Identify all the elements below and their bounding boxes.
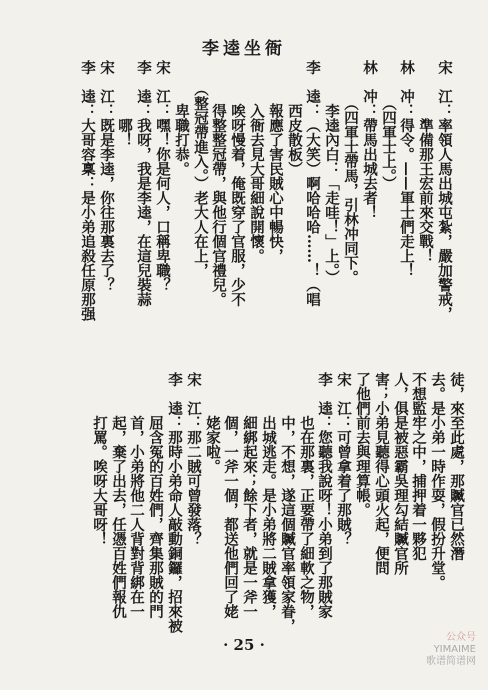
- text-column: 李逵內白：「走哇！」上。）: [323, 60, 340, 285]
- text-column: 首，小弟將他二人背對背綁在一: [128, 372, 145, 619]
- text-column: 個，一斧一個，都送他們回了姥: [222, 372, 239, 619]
- text-column: 也在那裏，正要帶了細軟之物，: [298, 372, 315, 619]
- text-column: 不想監牢之中，捕押着一夥犯: [410, 372, 427, 561]
- text-column: 李 逵：您聽我說呀！小弟到了那賊家: [316, 372, 333, 619]
- text-column: 入衙去見大哥細說開懷。: [248, 60, 265, 263]
- text-column: 李 逵：我呀，我是李逵，在這兒裝蒜: [135, 60, 152, 307]
- text-column: 中，不想，遂這個贓官率領家眷，: [279, 372, 296, 633]
- text-column: 得整整冠帶，與他行個官禮兒。: [210, 60, 227, 307]
- text-column: 屈含冤的百姓們，齊集那賊的門: [147, 372, 164, 619]
- page-number: · 25 ·: [223, 636, 265, 654]
- text-column: 哪！: [116, 60, 133, 147]
- text-column: 了他們前去與理算帳。: [354, 372, 371, 517]
- text-column: 宋 江：可曾拿着了那賊？: [335, 372, 352, 546]
- text-column: 宋 江：嘿！你是何人，口稱卑職？: [154, 60, 171, 292]
- text-column: 林 冲：帶馬出城去者！: [361, 60, 378, 220]
- text-column: 李 逵：大哥容稟：是小弟追殺任原那强: [79, 60, 96, 321]
- text-column: 林 冲：得令。——軍士們走上！: [398, 60, 415, 278]
- text-column: 西皮散板）: [286, 60, 303, 176]
- text-column: 徒，來至此處，那贓官已然潛: [448, 372, 465, 561]
- text-column: 李 逵：那時小弟命人敲動銅鑼，招來被: [166, 372, 183, 633]
- text-column: 起，棄了出去，任憑百姓們報仇: [110, 372, 127, 619]
- text-column: 宋 江：那二賊可曾發落？: [185, 372, 202, 546]
- text-column: （整冠帶進入。）老大人在上，: [192, 60, 209, 278]
- watermark: [426, 632, 476, 668]
- watermark-line: 歌谱简谱网: [426, 656, 476, 667]
- text-column: 宋 江：率領人馬出城屯紮，嚴加警戒，: [436, 60, 453, 321]
- text-column: 打罵。唉呀大哥呀！: [91, 372, 108, 546]
- text-column: （四軍士上。）: [380, 60, 397, 191]
- text-column: 準備那王宏前來交戰！: [417, 60, 434, 263]
- text-column: 細綁起來；餘下者，就是一斧一: [241, 372, 258, 619]
- text-column: 姥家啦。: [204, 372, 221, 474]
- text-column: 去。是小弟一時作耍，假扮升堂。: [429, 372, 446, 590]
- text-column: 出城逃走。是小弟將二賊拿獲，: [260, 372, 277, 619]
- text-column: 卑職打恭。: [173, 60, 190, 176]
- text-column: 人，俱是被惡霸吳理勾結贓官所: [392, 372, 409, 575]
- watermark-line: 公众号: [446, 632, 476, 643]
- text-column: 報應了害民賊心中暢快，: [267, 60, 284, 263]
- text-column: 宋 江：既是李逵，你往那裏去了？: [98, 60, 115, 292]
- text-column: 唉呀慢着，俺既穿了官服，少不: [229, 60, 246, 307]
- page-title: 李逵坐衙: [202, 39, 286, 59]
- watermark-line: YIMAIME: [433, 644, 476, 655]
- text-column: 李 逵：（大笑）啊哈哈哈……！（唱: [304, 60, 321, 307]
- text-column: 害；小弟見聽得心頭火起，便問: [373, 372, 390, 575]
- text-column: （四軍士帶馬，引林冲同下。: [342, 60, 359, 285]
